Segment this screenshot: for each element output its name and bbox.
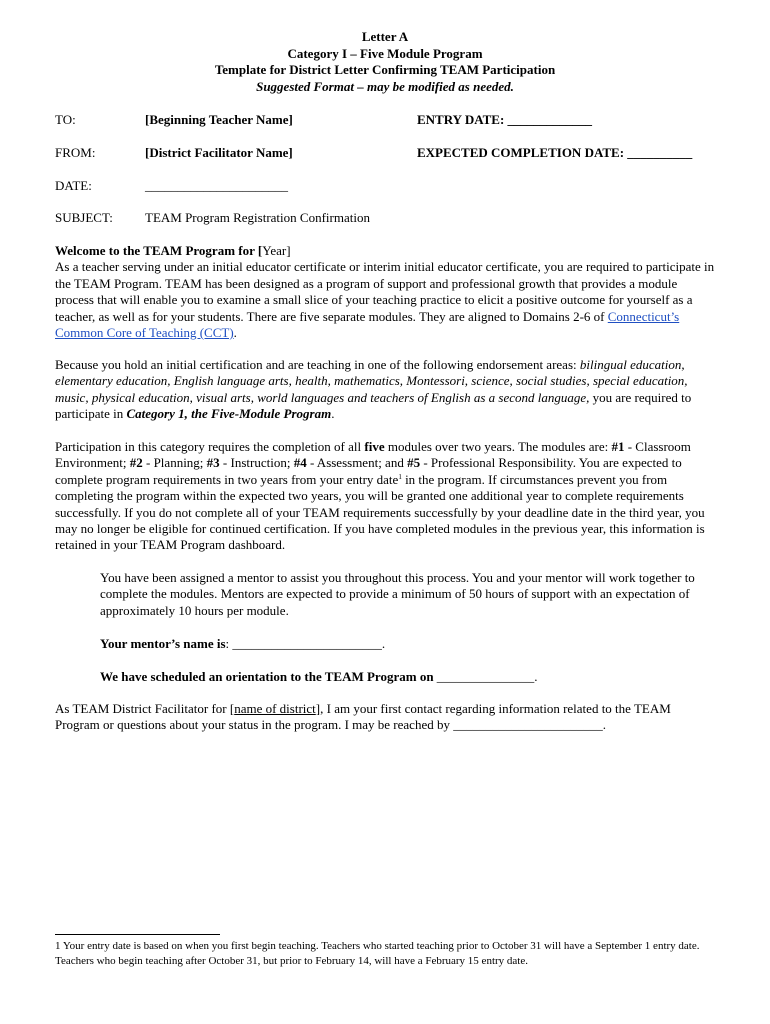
letter-category: Category I – Five Module Program — [287, 45, 483, 61]
subject-value: TEAM Program Registration Confirmation — [145, 210, 370, 225]
welcome-body-text: As a teacher serving under an initial educator certificate or interim initial educator certificate, you are required to participate in the TEAM Program. TEAM has been designed as a program of support and professional growth that provides a module process that will enable you to examine a small slice of your teaching practice to elicit a positive outcome for yourself as a teacher, as well as for your students. There are five separate modules. They are aligned to Domains 2-6 of — [55, 259, 715, 324]
entry-date: ENTRY DATE: _____________ — [417, 112, 593, 127]
mentor-name-line — [100, 636, 715, 652]
expected-completion-date: EXPECTED COMPLETION DATE: __________ — [417, 145, 693, 160]
module-2-name: - Planning; — [142, 455, 207, 471]
welcome-heading-year: Year] — [262, 243, 291, 258]
endorsement-mid: you are required to participate in — [55, 389, 692, 422]
from-row — [55, 145, 755, 162]
subject-row — [55, 210, 755, 227]
welcome-section — [55, 243, 715, 341]
from-label: FROM: — [55, 145, 96, 160]
date-value: ______________________ — [145, 178, 288, 193]
to-row — [55, 112, 755, 129]
endorsement-paragraph — [55, 357, 715, 423]
mentor-paragraph: You have been assigned a mentor to assist you throughout this process. You and your mentor will work together to complete the modules. Mentors are expected to provide a minimum of 50 hours of support with an expectation of approximately 10 hours per module. — [100, 570, 695, 618]
module-3-number: #3 — [206, 455, 220, 471]
district-name-placeholder: name of district — [234, 701, 316, 716]
module-5-name: - Professional Responsibility. You are expected to complete program requirements in two years from your entry date — [55, 455, 682, 487]
footnote-divider — [55, 934, 220, 935]
from-value: [District Facilitator Name] — [145, 145, 293, 160]
module-4-name: - Assessment; and — [306, 455, 408, 471]
participation-text-2: modules over two years. The modules are: — [384, 439, 612, 454]
date-label: DATE: — [55, 178, 92, 193]
to-value: [Beginning Teacher Name] — [145, 112, 293, 127]
footnote-reference: 1 — [398, 472, 402, 481]
welcome-heading-text: Welcome to the TEAM Program for [ — [55, 243, 263, 258]
letter-format-note: Suggested Format – may be modified as needed. — [256, 78, 514, 94]
welcome-body — [55, 259, 715, 341]
orientation-line — [100, 669, 715, 685]
letter-header — [0, 29, 770, 95]
module-4-number: #4 — [293, 455, 307, 471]
participation-text-1: Participation in this category requires the completion of all — [55, 439, 365, 454]
cct-link[interactable]: Connecticut’s Common Core of Teaching (CCT) — [55, 308, 680, 341]
mentor-name-label: Your mentor’s name is — [100, 636, 226, 651]
module-2-number: #2 — [129, 455, 143, 471]
closing-text-2: ], I am your first contact regarding information related to the TEAM Program or questions about your status in the program. I may be reached by _______________________. — [55, 701, 671, 733]
mentor-name-blank: : _______________________. — [225, 636, 386, 651]
welcome-heading — [55, 243, 715, 259]
participation-five: five — [364, 439, 385, 454]
subject-label: SUBJECT: — [55, 210, 113, 225]
endorsement-intro: Because you hold an initial certification and are teaching in one of the following endorsement areas: — [55, 357, 580, 372]
letter-template-title: Template for District Letter Confirming TEAM Participation — [214, 62, 556, 77]
closing-text-1: As TEAM District Facilitator for [ — [55, 701, 235, 716]
date-row — [55, 178, 755, 195]
module-1-number: #1 — [611, 439, 625, 454]
welcome-end: . — [233, 325, 237, 341]
participation-text-3: in the program. If circumstances prevent you from completing the program within the expected two years, you will be granted one additional year to complete requirements successfully. If you do not complete all of your TEAM requirements successfully by your deadline date in the third year, you may no longer be eligible for continued certification. If you have completed modules in the previous year, this information is retained in your TEAM Program dashboard. — [55, 471, 705, 553]
module-3-name: - Instruction; — [219, 455, 294, 471]
endorsement-areas: bilingual education, elementary education, English language arts, health, mathematics, Montessori, science, social studies, special education, music, physical education, visual arts, world languages and teachers of English as a second language, — [55, 357, 688, 405]
participation-paragraph — [55, 439, 715, 554]
endorsement-program: Category 1, the Five-Module Program — [126, 406, 332, 422]
footnote: 1 Your entry date is based on when you first begin teaching. Teachers who started teaching prior to October 31 will have a September 1 entry date. Teachers who begin teaching after October 31, but prior to February 14, will have a February 15 entry date. — [55, 940, 700, 967]
endorsement-end: . — [331, 406, 335, 422]
module-5-number: #5 — [407, 455, 421, 471]
to-label: TO: — [55, 112, 76, 127]
orientation-blank: _______________. — [436, 669, 538, 684]
closing-paragraph — [55, 701, 715, 734]
module-1-name: - Classroom Environment; — [55, 439, 691, 471]
letter-title: Letter A — [361, 29, 409, 44]
orientation-label: We have scheduled an orientation to the TEAM Program on — [100, 669, 437, 684]
